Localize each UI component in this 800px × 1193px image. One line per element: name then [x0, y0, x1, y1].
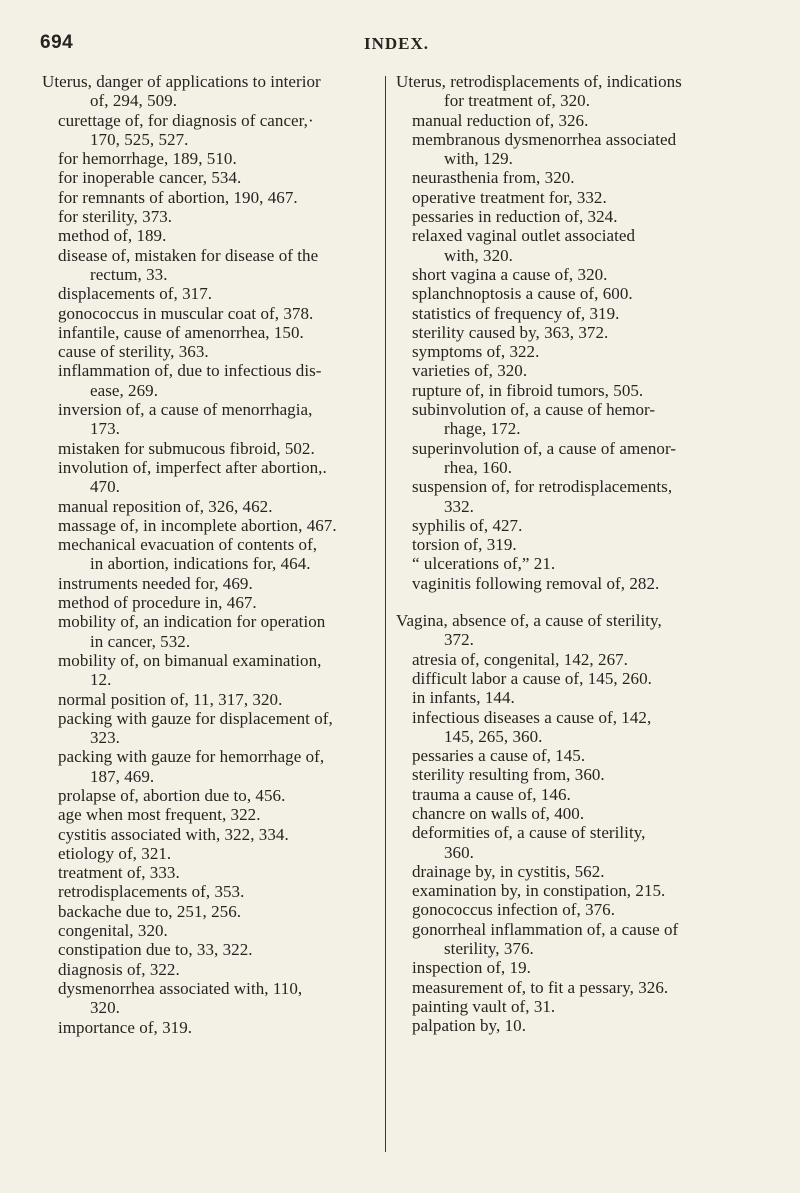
index-entry: 173.: [90, 419, 120, 439]
index-entry: constipation due to, 33, 322.: [58, 940, 253, 960]
index-heading-entry: Uterus, danger of applications to interior: [42, 72, 321, 91]
index-entry: in infants, 144.: [412, 688, 515, 708]
index-entry: relaxed vaginal outlet associated: [412, 226, 636, 246]
index-entry: manual reposition of, 326, 462.: [58, 496, 273, 516]
index-entry: mobility of, on bimanual examination,: [58, 650, 322, 670]
index-entry: gonococcus in muscular coat of, 378.: [58, 303, 314, 323]
index-entry: statistics of frequency of, 319.: [412, 303, 620, 323]
index-entry: examination by, in constipation, 215.: [412, 881, 666, 901]
index-entry: massage of, in incomplete abortion, 467.: [58, 515, 337, 535]
index-entry: sterility caused by, 363, 372.: [412, 322, 609, 342]
index-entry: rectum, 33.: [90, 264, 168, 284]
index-entry: packing with gauze for hemorrhage of,: [58, 747, 325, 767]
index-entry: neurasthenia from, 320.: [412, 168, 575, 188]
index-entry: inflammation of, due to infectious dis-: [58, 361, 322, 381]
index-entry: deformities of, a cause of sterility,: [412, 823, 646, 843]
index-entry: dysmenorrhea associated with, 110,: [58, 978, 303, 998]
index-entry: sterility, 376.: [444, 939, 534, 959]
index-entry: infantile, cause of amenorrhea, 150.: [58, 322, 304, 342]
page-title: INDEX.: [364, 34, 430, 53]
index-entry: cystitis associated with, 322, 334.: [58, 824, 289, 844]
index-entry: 170, 525, 527.: [90, 129, 189, 149]
index-entry: operative treatment for, 332.: [412, 187, 607, 207]
index-entry: pessaries in reduction of, 324.: [412, 207, 618, 227]
index-entry: backache due to, 251, 256.: [58, 901, 242, 921]
index-entry: difficult labor a cause of, 145, 260.: [412, 668, 652, 688]
index-entry: for treatment of, 320.: [444, 91, 591, 111]
index-entry: prolapse of, abortion due to, 456.: [58, 785, 286, 805]
index-entry: short vagina a cause of, 320.: [412, 264, 608, 284]
index-entry: 145, 265, 360.: [444, 726, 543, 746]
index-entry: method of procedure in, 467.: [58, 593, 257, 613]
column-divider: [385, 76, 386, 1152]
index-heading-entry: Uterus, retrodisplacements of, indications: [396, 72, 682, 91]
index-entry: rhea, 160.: [444, 457, 513, 477]
index-entry: mechanical evacuation of contents of,: [58, 535, 318, 555]
index-entry: suspension of, for retrodisplacements,: [412, 477, 673, 497]
index-entry: 360.: [444, 842, 474, 862]
index-entry: 332.: [444, 496, 474, 516]
index-entry: inversion of, a cause of menorrhagia,: [58, 400, 313, 420]
index-entry: subinvolution of, a cause of hemor-: [412, 400, 656, 420]
index-entry: inspection of, 19.: [412, 958, 531, 978]
index-entry: involution of, imperfect after abortion,.: [58, 457, 327, 477]
index-entry: age when most frequent, 322.: [58, 805, 261, 825]
index-entry: with, 320.: [444, 245, 513, 265]
index-entry: atresia of, congenital, 142, 267.: [412, 649, 628, 669]
index-entry: gonorrheal inflammation of, a cause of: [412, 919, 679, 939]
index-entry: disease of, mistaken for disease of the: [58, 245, 319, 265]
index-entry: splanchnoptosis a cause of, 600.: [412, 284, 633, 304]
index-entry: ease, 269.: [90, 380, 159, 400]
index-entry: for remnants of abortion, 190, 467.: [58, 187, 298, 207]
index-entry: manual reduction of, 326.: [412, 110, 589, 130]
index-entry: curettage of, for diagnosis of cancer,·: [58, 110, 314, 130]
index-entry: 187, 469.: [90, 766, 155, 786]
index-entry: for sterility, 373.: [58, 207, 173, 227]
index-entry: pessaries a cause of, 145.: [412, 746, 586, 766]
index-entry: in abortion, indications for, 464.: [90, 554, 311, 574]
index-entry: symptoms of, 322.: [412, 342, 540, 362]
page-number: 694: [40, 32, 74, 53]
index-entry: syphilis of, 427.: [412, 515, 523, 535]
index-entry: vaginitis following removal of, 282.: [412, 573, 660, 593]
index-entry: mistaken for submucous fibroid, 502.: [58, 438, 315, 458]
index-entry: of, 294, 509.: [90, 91, 178, 111]
index-entry: method of, 189.: [58, 226, 167, 246]
index-entry: torsion of, 319.: [412, 535, 517, 555]
index-entry: mobility of, an indication for operation: [58, 612, 326, 632]
index-entry: painting vault of, 31.: [412, 996, 556, 1016]
index-entry: treatment of, 333.: [58, 863, 180, 883]
index-entry: rupture of, in fibroid tumors, 505.: [412, 380, 644, 400]
index-entry: drainage by, in cystitis, 562.: [412, 861, 605, 881]
index-entry: importance of, 319.: [58, 1017, 193, 1037]
index-entry: superinvolution of, a cause of amenor-: [412, 438, 677, 458]
index-entry: measurement of, to fit a pessary, 326.: [412, 977, 669, 997]
index-entry: rhage, 172.: [444, 419, 521, 439]
index-entry: for inoperable cancer, 534.: [58, 168, 242, 188]
index-entry: “ ulcerations of,” 21.: [412, 554, 556, 574]
index-entry: sterility resulting from, 360.: [412, 765, 605, 785]
index-entry: congenital, 320.: [58, 921, 168, 941]
index-entry: 320.: [90, 998, 120, 1018]
index-entry: chancre on walls of, 400.: [412, 803, 585, 823]
index-entry: in cancer, 532.: [90, 631, 191, 651]
index-entry: displacements of, 317.: [58, 284, 213, 304]
index-entry: with, 129.: [444, 149, 513, 169]
index-heading-entry: Vagina, absence of, a cause of sterility,: [396, 611, 662, 631]
index-entry: varieties of, 320.: [412, 361, 528, 381]
index-entry: instruments needed for, 469.: [58, 573, 253, 593]
index-entry: normal position of, 11, 317, 320.: [58, 689, 283, 709]
index-entry: for hemorrhage, 189, 510.: [58, 149, 237, 169]
index-entry: gonococcus infection of, 376.: [412, 900, 616, 920]
index-column-left: [42, 72, 382, 1037]
index-entry: 323.: [90, 728, 120, 748]
index-entry: palpation by, 10.: [412, 1016, 527, 1036]
page-header: [40, 32, 776, 56]
index-entry: trauma a cause of, 146.: [412, 784, 571, 804]
index-entry: 12.: [90, 670, 112, 690]
index-column-right: [396, 72, 758, 1036]
index-entry: membranous dysmenorrhea associated: [412, 129, 677, 149]
index-entry: diagnosis of, 322.: [58, 959, 180, 979]
index-entry: etiology of, 321.: [58, 843, 172, 863]
index-entry: 372.: [444, 630, 474, 650]
index-entry: packing with gauze for displacement of,: [58, 708, 333, 728]
index-entry: infectious diseases a cause of, 142,: [412, 707, 652, 727]
index-entry: retrodisplacements of, 353.: [58, 882, 245, 902]
index-entry: 470.: [90, 477, 120, 497]
index-entry: cause of sterility, 363.: [58, 342, 209, 362]
